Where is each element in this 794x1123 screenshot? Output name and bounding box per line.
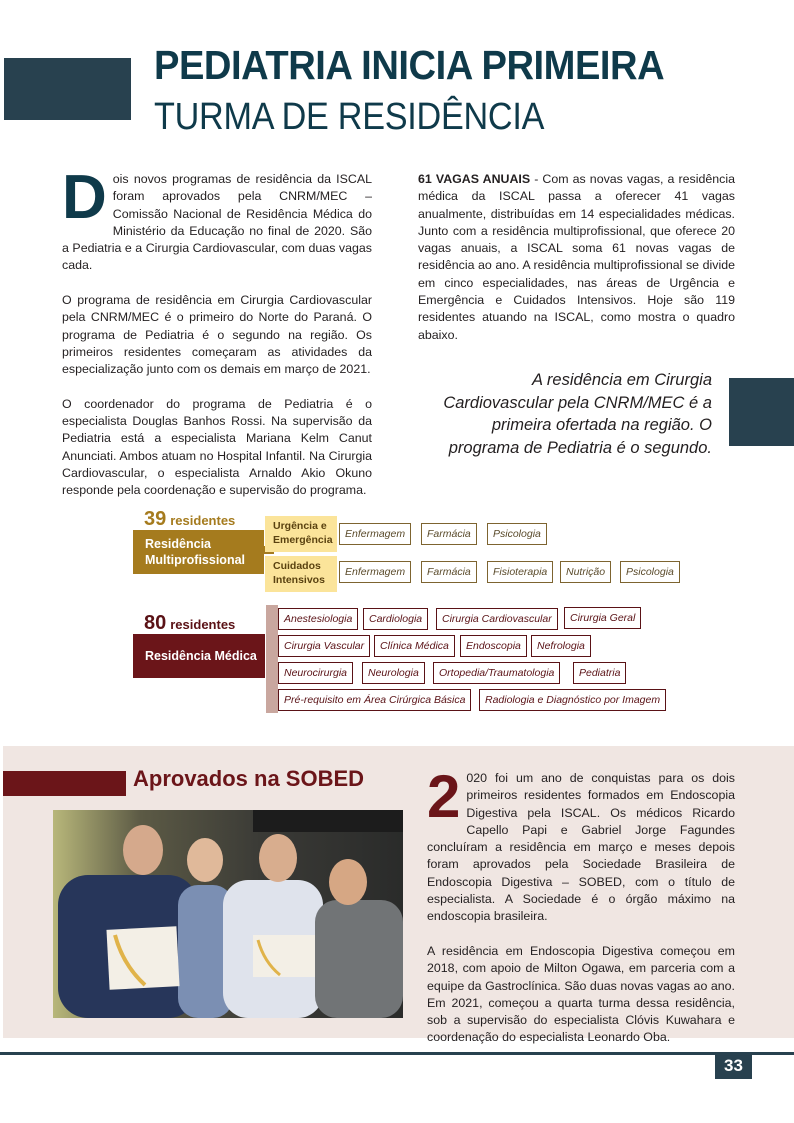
paragraph: 2 020 foi um ano de conquistas para os dois primeiros residentes formados em Endoscopia Digestiva pela ISCAL. Os médicos Ricardo Capello Papi e Gabriel Jorge Fagundes concluíram a residência em março e meses depois foram aprovados pela Sociedade Brasileira de Endoscopia Digestiva – SOBED, com o título de especialista. A Sociedade é o órgão máximo na endoscopia brasileira.	[427, 763, 735, 924]
pull-quote: A residência em Cirurgia Cardiovascular pela CNRM/MEC é a primeira ofertada na região. O programa de Pediatria é o segundo.	[443, 371, 712, 457]
specialty-tag: Cardiologia	[363, 608, 428, 630]
specialty-tag: Anestesiologia	[278, 608, 358, 630]
specialty-tag: Pediatria	[573, 662, 626, 684]
quote-decor-block	[729, 378, 794, 446]
photo-illustration	[53, 810, 403, 1018]
sobed-title: Aprovados na SOBED	[133, 766, 365, 791]
sobed-article	[427, 763, 735, 1064]
specialty-tag: Cirurgia Cardiovascular	[436, 608, 558, 630]
area-urgencia: Urgência e Emergência	[265, 516, 337, 552]
program-medica: Residência Médica	[133, 634, 265, 678]
sobed-decor-bar	[3, 771, 126, 796]
specialty-tag: Psicologia	[620, 561, 680, 583]
paragraph: Dois novos programas de residência da ISCAL foram aprovados pela CNRM/MEC – Comissão Nacional de Residência Médica do Ministério da Educação no final de 2020. São a Pediatria e a Cirurgia Cardiovascular, com duas vagas cada.	[62, 163, 372, 273]
specialty-tag: Nefrologia	[531, 635, 591, 657]
specialty-tag: Pré-requisito em Área Cirúrgica Básica	[278, 689, 471, 711]
specialty-tag: Enfermagem	[339, 523, 411, 545]
specialty-tag: Ortopedia/Traumatologia	[433, 662, 560, 684]
drop-cap: D	[62, 163, 107, 232]
paragraph: 61 VAGAS ANUAIS - Com as novas vagas, a residência médica da ISCAL passa a oferecer 41 vagas anualmente, distribuídas em 14 especialidades médicas. Junto com a residência multiprofissional, que oferece 20 vagas anuais, a ISCAL soma 61 novas vagas de residência ao ano. A residência multiprofissional se divide em cinco especialidades, nas áreas de Urgência e Emergência e Cuidados Intensivos. Hoje são 119 residentes atuando na ISCAL, como mostra o quadro abaixo.	[418, 172, 735, 342]
multi-count: 39 residentes	[144, 508, 236, 530]
header-decor-block	[4, 58, 131, 120]
page-subtitle: TURMA DE RESIDÊNCIA	[154, 96, 545, 138]
specialty-tag: Endoscopia	[460, 635, 527, 657]
paragraph: O programa de residência em Cirurgia Cardiovascular pela CNRM/MEC é o primeiro do Norte do Paraná. O programa de Pediatria é o segundo na região. Os primeiros residentes começaram as atividades da especialização junto com os demais em março de 2021.	[62, 293, 372, 377]
paragraph: A residência em Endoscopia Digestiva começou em 2018, com apoio de Milton Ogawa, em parceria com a equipe da Gastroclínica. São duas novas vagas ao ano. Em 2021, começou a quarta turma dessa residência, sob a supervisão do especialista Clóvis Kuwahara e coordenação do especialista Leonardo Oba.	[427, 943, 735, 1045]
specialty-tag: Psicologia	[487, 523, 547, 545]
lead-heading: 61 VAGAS ANUAIS	[418, 172, 531, 186]
drop-cap: 2	[427, 763, 461, 830]
medica-bracket	[266, 605, 278, 713]
specialty-tag: Farmácia	[421, 561, 477, 583]
specialty-tag: Cirurgia Geral	[564, 607, 641, 629]
specialty-tag: Radiologia e Diagnóstico por Imagem	[479, 689, 666, 711]
page-title: PEDIATRIA INICIA PRIMEIRA	[154, 42, 665, 88]
specialty-tag: Neurologia	[362, 662, 425, 684]
paragraph: O coordenador do programa de Pediatria é o especialista Douglas Banhos Rossi. Na supervisão da Pediatria está a especialista Mariana Kelm Canut Anunciati. Ambos atuam no Hospital Infantil. Na Cirurgia Cardiovascular, o especialista Arnaldo Akio Okuno responde pela coordenação e supervisão do programa.	[62, 396, 372, 498]
footer-rule	[0, 1052, 794, 1055]
medica-count: 80 residentes	[144, 612, 236, 634]
specialty-tag: Farmácia	[421, 523, 477, 545]
specialty-tag: Neurocirurgia	[278, 662, 353, 684]
specialty-tag: Nutrição	[560, 561, 611, 583]
area-cuidados: Cuidados Intensivos	[265, 556, 337, 592]
specialty-tag: Enfermagem	[339, 561, 411, 583]
article-column-1	[62, 163, 372, 517]
specialty-tag: Fisioterapia	[487, 561, 553, 583]
article-column-2	[418, 171, 735, 361]
program-multiprofissional: Residência Multiprofissional	[133, 530, 264, 574]
page-number: 33	[715, 1053, 752, 1079]
specialty-tag: Clínica Médica	[374, 635, 455, 657]
group-photo	[53, 810, 403, 1018]
specialty-tag: Cirurgia Vascular	[278, 635, 370, 657]
